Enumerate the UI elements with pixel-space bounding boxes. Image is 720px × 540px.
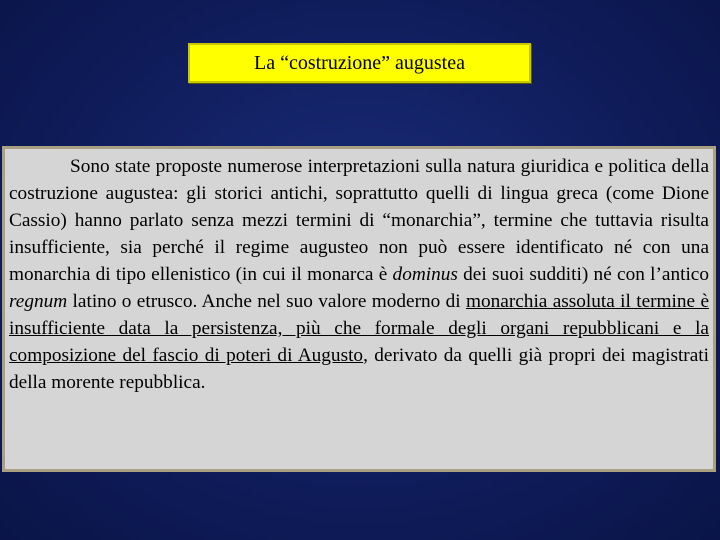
slide-title-box [188,43,531,83]
paragraph-part-3: latino o etrusco. Anche nel suo valore moderno di [67,291,466,312]
paragraph-part-2: dei suoi sudditi) né con l’antico [457,264,709,285]
paragraph-part-1: Sono state proposte numerose interpretazioni sulla natura giuridica e politica della costruzione augustea: gli storici antichi, soprattutto quelli di lingua greca (come Dione Cassio) hanno parlato senza mezzi termini di “monarchia”, termine che tuttavia risulta insufficiente, sia perché il regime augusteo non può essere identificato né con una monarchia di tipo ellenistico (in cui il monarca è [9,156,709,285]
paragraph-part-4: , derivato da quelli già propri dei magistrati della morente repubblica. [9,345,710,393]
dominus-term: dominus [392,264,458,285]
body-paragraph [9,153,709,396]
body-text-box [2,146,716,472]
slide-title: La “costruzione” augustea [253,51,465,74]
underlined-passage: monarchia assoluta il termine è insufficiente data la persistenza, più che formale degli organi repubblicani e la composizione del fascio di poteri di Augusto [9,291,710,366]
regnum-term: regnum [9,291,68,312]
